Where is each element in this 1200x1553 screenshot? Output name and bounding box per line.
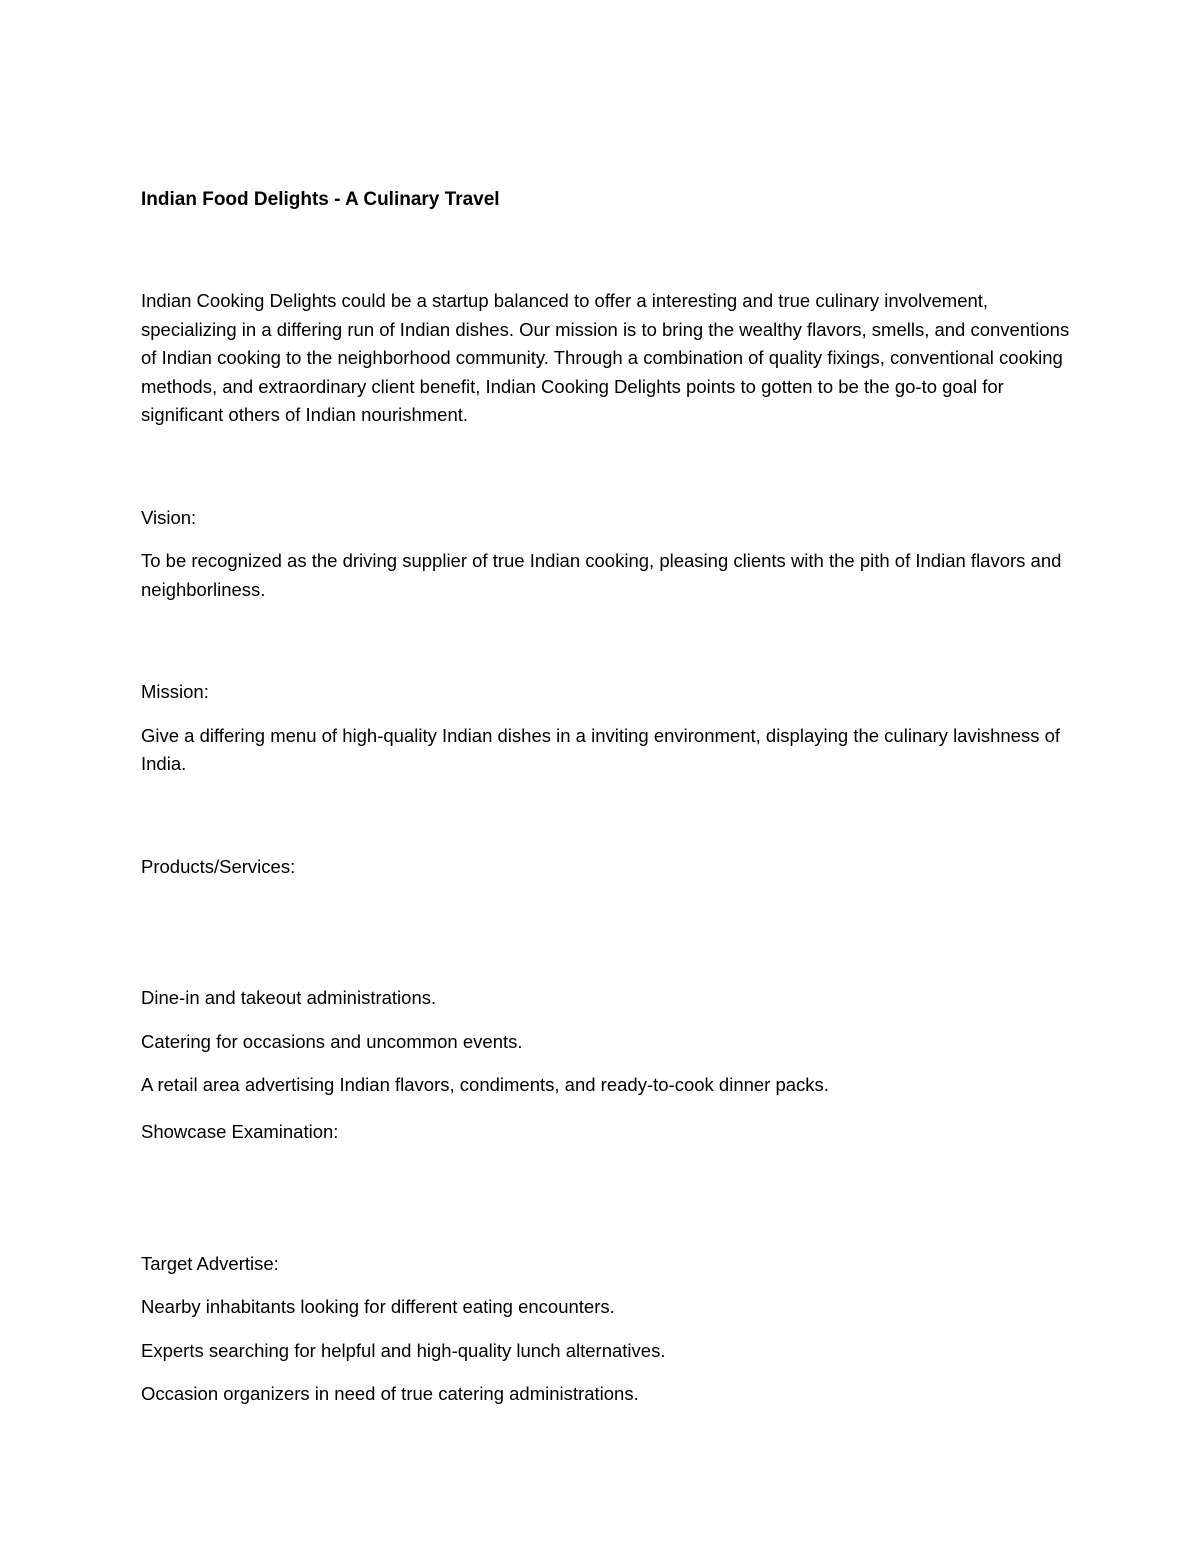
mission-paragraph: Give a differing menu of high-quality Indian dishes in a inviting environment, displaying the culinary lavishness of India. [141,724,1061,774]
target-heading: Target Advertise: [141,1252,279,1274]
target-list [141,1293,1071,1409]
products-heading: Products/Services: [141,855,296,877]
mission-heading: Mission: [141,681,209,702]
vision-heading: Vision: [141,506,197,528]
intro-paragraph: Indian Cooking Delights could be a startup balanced to offer a interesting and true culinary involvement, specializing in a differing run of Indian dishes. Our mission is to bring the wealthy flavors, smells, and conventions of Indian cooking to the neighborhood community. Through a combination of quality fixings, conventional cooking methods, and extraordinary client benefit, Indian Cooking Delights points to gotten to be the go-to goal for significant others of Indian nourishment. [141,290,1070,425]
document-title: Indian Food Delights - A Culinary Travel [141,189,500,210]
list-item: Experts searching for helpful and high-quality lunch alternatives. [141,1339,666,1361]
list-item: Catering for occasions and uncommon events. [141,1030,523,1052]
vision-paragraph: To be recognized as the driving supplier of true Indian cooking, pleasing clients with the pith of Indian flavors and neighborliness. [141,550,1062,600]
list-item: Dine-in and takeout administrations. [141,987,437,1008]
list-item: Occasion organizers in need of true catering administrations. [141,1383,639,1404]
products-list [141,984,1071,1100]
showcase-heading: Showcase Examination: [141,1121,339,1142]
document-body [141,188,1071,1427]
list-item: Nearby inhabitants looking for different eating encounters. [141,1296,615,1317]
list-item: A retail area advertising Indian flavors, condiments, and ready-to-cook dinner packs. [141,1074,829,1095]
